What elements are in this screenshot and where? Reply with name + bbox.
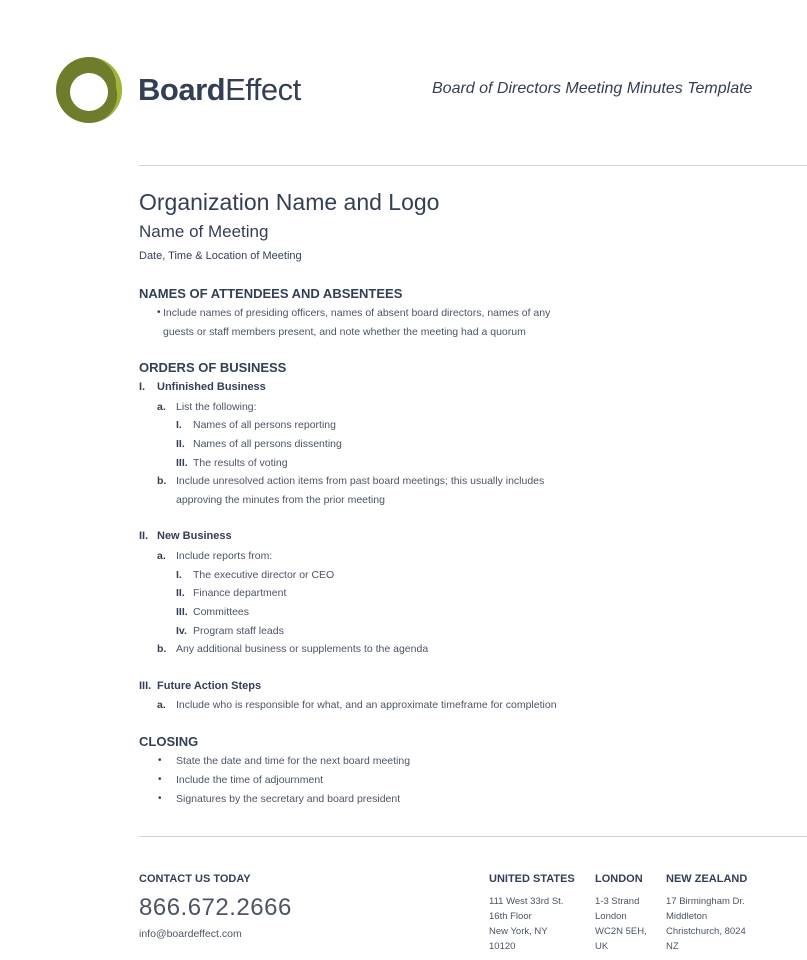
closing-item-2: Include the time of adjournment [176, 774, 324, 786]
section-1-a-item-2-text: Names of all persons dissenting [193, 438, 342, 450]
attendees-text-line2: guests or staff members present, and note whether the meeting had a quorum [163, 326, 526, 338]
attendees-heading: NAMES OF ATTENDEES AND ABSENTEES [139, 286, 403, 301]
office-london-line-1: 1-3 Strand [595, 896, 640, 907]
header-divider [139, 165, 807, 166]
section-2-a-item-3-text: Committees [193, 606, 250, 618]
attendees-text-line1: Include names of presiding officers, names of absent board directors, names of any [163, 307, 551, 319]
section-2-title: New Business [157, 530, 232, 542]
attendees-bullet: • [157, 307, 161, 318]
office-nz-heading: NEW ZEALAND [666, 873, 748, 885]
brand-light: Effect [225, 72, 301, 107]
section-3-number: III. [139, 680, 152, 692]
office-london-line-3: WC2N 5EH, [595, 926, 647, 937]
section-1-a-item-1-text: Names of all persons reporting [193, 419, 336, 431]
brand-bold: Board [138, 72, 226, 107]
office-london-line-2: London [595, 911, 627, 922]
section-1-a-item-3-text: The results of voting [193, 457, 288, 469]
closing-item-1: State the date and time for the next board meeting [176, 755, 411, 767]
section-1-b-text-line1: Include unresolved action items from past board meetings; this usually includes [176, 475, 545, 487]
email-link[interactable]: info@boardeffect.com [139, 928, 242, 940]
office-us-heading: UNITED STATES [489, 873, 575, 885]
meeting-details: Date, Time & Location of Meeting [139, 250, 302, 262]
section-2-a-item-4-num: Iv. [176, 625, 187, 637]
boardeffect-logo-icon [56, 57, 122, 123]
section-2-number: II. [139, 530, 149, 542]
phone-number[interactable]: 866.672.2666 [139, 894, 292, 921]
section-1-a-item-3-num: III. [176, 457, 188, 469]
office-nz-line-2: Middleton [666, 911, 708, 922]
office-us-line-3: New York, NY [489, 926, 548, 937]
office-nz-line-3: Christchurch, 8024 [666, 926, 746, 937]
closing-bullet-3: • [158, 793, 162, 804]
closing-bullet-2: • [158, 774, 162, 785]
office-us-line-1: 111 West 33rd St. [489, 896, 564, 907]
section-2-a-label: a. [157, 550, 166, 562]
office-london-line-4: UK [595, 941, 609, 952]
section-1-number: I. [139, 381, 146, 393]
section-3-a-text: Include who is responsible for what, and an approximate timeframe for completion [176, 699, 557, 711]
office-nz-line-1: 17 Birmingham Dr. [666, 896, 745, 907]
office-london-address [595, 894, 647, 954]
section-3-title: Future Action Steps [157, 680, 262, 692]
section-2-b-label: b. [157, 643, 167, 655]
section-2-a-item-1-num: I. [176, 569, 182, 581]
section-3-a-label: a. [157, 699, 166, 711]
section-1-a-text: List the following: [176, 401, 257, 413]
section-1-a-item-1-num: I. [176, 419, 182, 431]
footer-divider [139, 836, 807, 837]
section-1-b-label: b. [157, 475, 167, 487]
office-us-address [489, 894, 563, 954]
brand-wordmark [138, 72, 301, 108]
office-nz-line-4: NZ [666, 941, 679, 952]
section-1-b-text-line2: approving the minutes from the prior meeting [176, 494, 385, 506]
section-2-a-item-2-num: II. [176, 587, 185, 599]
section-2-b-text: Any additional business or supplements to the agenda [176, 643, 429, 655]
meeting-name: Name of Meeting [139, 222, 269, 241]
organization-name: Organization Name and Logo [139, 189, 440, 215]
contact-heading: CONTACT US TODAY [139, 873, 251, 885]
orders-heading: ORDERS OF BUSINESS [139, 360, 287, 375]
document-title: Board of Directors Meeting Minutes Template [432, 80, 753, 97]
office-london-heading: LONDON [595, 873, 643, 885]
office-us-line-2: 16th Floor [489, 911, 532, 922]
section-1-title: Unfinished Business [157, 381, 266, 393]
section-2-a-item-4-text: Program staff leads [193, 625, 284, 637]
office-us-line-4: 10120 [489, 941, 516, 952]
section-2-a-text: Include reports from: [176, 550, 273, 562]
office-nz-address [666, 894, 746, 954]
closing-item-3: Signatures by the secretary and board president [176, 793, 401, 805]
closing-heading: CLOSING [139, 734, 199, 749]
section-2-a-item-2-text: Finance department [193, 587, 287, 599]
section-2-a-item-3-num: III. [176, 606, 188, 618]
section-1-a-item-2-num: II. [176, 438, 185, 450]
closing-bullet-1: • [158, 755, 162, 766]
section-1-a-label: a. [157, 401, 166, 413]
section-2-a-item-1-text: The executive director or CEO [193, 569, 335, 581]
